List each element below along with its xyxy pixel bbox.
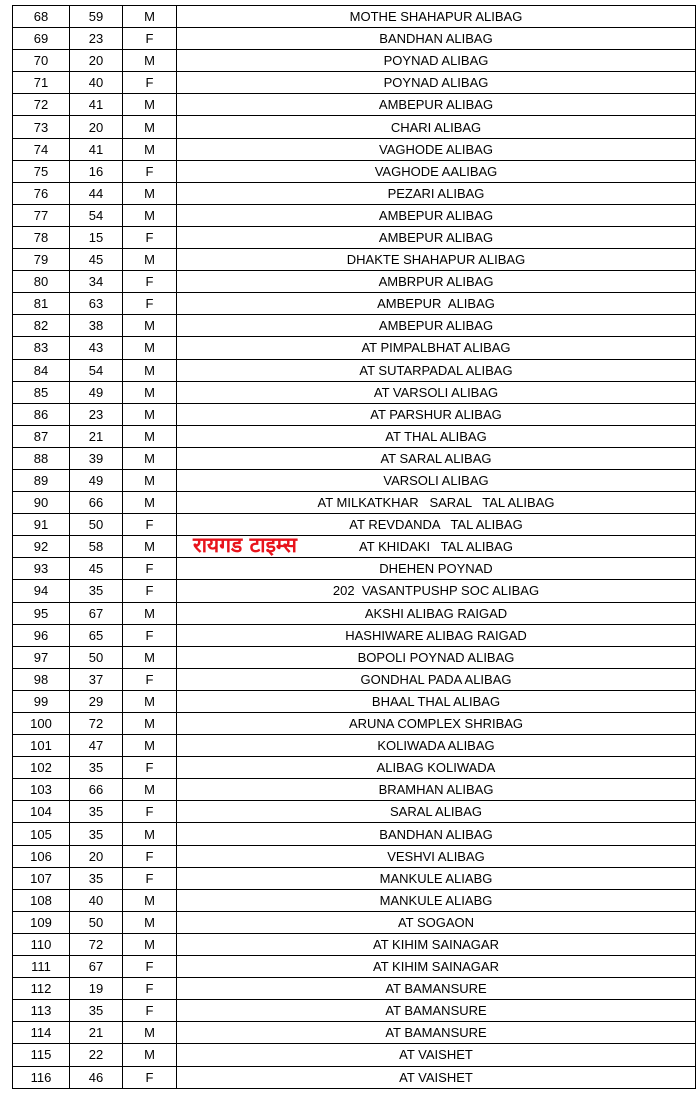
gender-cell: F <box>123 558 177 580</box>
age-cell: 20 <box>70 116 123 138</box>
address-cell: BOPOLI POYNAD ALIBAG <box>177 646 696 668</box>
table-row <box>13 845 696 867</box>
age-cell: 40 <box>70 72 123 94</box>
gender-cell: M <box>123 425 177 447</box>
age-cell: 49 <box>70 469 123 491</box>
gender-cell: F <box>123 845 177 867</box>
gender-cell: F <box>123 226 177 248</box>
address-cell: VAGHODE ALIBAG <box>177 138 696 160</box>
gender-cell: M <box>123 889 177 911</box>
serial-number-cell: 106 <box>13 845 70 867</box>
table-row <box>13 580 696 602</box>
gender-cell: M <box>123 911 177 933</box>
age-cell: 20 <box>70 845 123 867</box>
gender-cell: F <box>123 160 177 182</box>
serial-number-cell: 100 <box>13 713 70 735</box>
serial-number-cell: 92 <box>13 536 70 558</box>
table-row <box>13 50 696 72</box>
serial-number-cell: 75 <box>13 160 70 182</box>
address-cell: AT REVDANDA TAL ALIBAG <box>177 514 696 536</box>
age-cell: 67 <box>70 956 123 978</box>
table-row <box>13 956 696 978</box>
serial-number-cell: 85 <box>13 381 70 403</box>
table-row <box>13 668 696 690</box>
gender-cell: F <box>123 72 177 94</box>
serial-number-cell: 82 <box>13 315 70 337</box>
table-row <box>13 602 696 624</box>
age-cell: 54 <box>70 204 123 226</box>
table-row <box>13 160 696 182</box>
age-cell: 41 <box>70 138 123 160</box>
serial-number-cell: 87 <box>13 425 70 447</box>
serial-number-cell: 95 <box>13 602 70 624</box>
table-row <box>13 911 696 933</box>
age-cell: 67 <box>70 602 123 624</box>
address-cell: BRAMHAN ALIBAG <box>177 779 696 801</box>
gender-cell: F <box>123 867 177 889</box>
gender-cell: F <box>123 514 177 536</box>
serial-number-cell: 97 <box>13 646 70 668</box>
age-cell: 58 <box>70 536 123 558</box>
serial-number-cell: 112 <box>13 978 70 1000</box>
age-cell: 46 <box>70 1066 123 1088</box>
age-cell: 50 <box>70 514 123 536</box>
gender-cell: F <box>123 978 177 1000</box>
age-cell: 59 <box>70 6 123 28</box>
table-row <box>13 978 696 1000</box>
address-cell: HASHIWARE ALIBAG RAIGAD <box>177 624 696 646</box>
address-cell: AT KIHIM SAINAGAR <box>177 956 696 978</box>
table-row <box>13 558 696 580</box>
table-row <box>13 403 696 425</box>
gender-cell: F <box>123 580 177 602</box>
serial-number-cell: 109 <box>13 911 70 933</box>
age-cell: 66 <box>70 492 123 514</box>
age-cell: 44 <box>70 182 123 204</box>
table-row <box>13 801 696 823</box>
serial-number-cell: 105 <box>13 823 70 845</box>
serial-number-cell: 84 <box>13 359 70 381</box>
table-row <box>13 425 696 447</box>
age-cell: 72 <box>70 933 123 955</box>
serial-number-cell: 111 <box>13 956 70 978</box>
gender-cell: M <box>123 492 177 514</box>
age-cell: 20 <box>70 50 123 72</box>
table-row <box>13 138 696 160</box>
table-row <box>13 889 696 911</box>
table-row <box>13 867 696 889</box>
watermark-logo: रायगड टाइम्स <box>193 533 297 557</box>
serial-number-cell: 76 <box>13 182 70 204</box>
age-cell: 45 <box>70 558 123 580</box>
serial-number-cell: 73 <box>13 116 70 138</box>
age-cell: 40 <box>70 889 123 911</box>
serial-number-cell: 103 <box>13 779 70 801</box>
age-cell: 15 <box>70 226 123 248</box>
gender-cell: M <box>123 182 177 204</box>
table-row <box>13 359 696 381</box>
serial-number-cell: 83 <box>13 337 70 359</box>
table-row <box>13 447 696 469</box>
age-cell: 35 <box>70 1000 123 1022</box>
address-cell: POYNAD ALIBAG <box>177 50 696 72</box>
serial-number-cell: 93 <box>13 558 70 580</box>
age-cell: 49 <box>70 381 123 403</box>
address-cell: AMBRPUR ALIBAG <box>177 271 696 293</box>
age-cell: 22 <box>70 1044 123 1066</box>
table-row <box>13 757 696 779</box>
age-cell: 35 <box>70 867 123 889</box>
serial-number-cell: 90 <box>13 492 70 514</box>
gender-cell: M <box>123 204 177 226</box>
age-cell: 34 <box>70 271 123 293</box>
address-cell: AMBEPUR ALIBAG <box>177 226 696 248</box>
gender-cell: M <box>123 359 177 381</box>
table-row <box>13 1022 696 1044</box>
serial-number-cell: 68 <box>13 6 70 28</box>
age-cell: 39 <box>70 447 123 469</box>
age-cell: 43 <box>70 337 123 359</box>
table-row <box>13 226 696 248</box>
age-cell: 19 <box>70 978 123 1000</box>
address-cell: AT KHIDAKI TAL ALIBAG <box>177 536 696 558</box>
table-row <box>13 690 696 712</box>
table-row <box>13 933 696 955</box>
address-cell: AT PIMPALBHAT ALIBAG <box>177 337 696 359</box>
serial-number-cell: 94 <box>13 580 70 602</box>
serial-number-cell: 77 <box>13 204 70 226</box>
address-cell: AT MILKATKHAR SARAL TAL ALIBAG <box>177 492 696 514</box>
address-cell: MANKULE ALIABG <box>177 889 696 911</box>
gender-cell: M <box>123 1022 177 1044</box>
gender-cell: F <box>123 271 177 293</box>
address-cell: AT SOGAON <box>177 911 696 933</box>
serial-number-cell: 91 <box>13 514 70 536</box>
gender-cell: F <box>123 1066 177 1088</box>
table-row <box>13 271 696 293</box>
address-cell: BANDHAN ALIBAG <box>177 823 696 845</box>
serial-number-cell: 86 <box>13 403 70 425</box>
address-cell: AMBEPUR ALIBAG <box>177 94 696 116</box>
serial-number-cell: 101 <box>13 735 70 757</box>
age-cell: 21 <box>70 1022 123 1044</box>
table-row <box>13 1044 696 1066</box>
serial-number-cell: 79 <box>13 249 70 271</box>
gender-cell: M <box>123 6 177 28</box>
table-row <box>13 735 696 757</box>
gender-cell: F <box>123 624 177 646</box>
table-row <box>13 28 696 50</box>
serial-number-cell: 107 <box>13 867 70 889</box>
table-row <box>13 1000 696 1022</box>
address-cell: AT SARAL ALIBAG <box>177 447 696 469</box>
gender-cell: M <box>123 94 177 116</box>
gender-cell: M <box>123 447 177 469</box>
age-cell: 37 <box>70 668 123 690</box>
address-cell: VARSOLI ALIBAG <box>177 469 696 491</box>
gender-cell: F <box>123 757 177 779</box>
table-row <box>13 492 696 514</box>
address-cell: AMBEPUR ALIBAG <box>177 204 696 226</box>
serial-number-cell: 98 <box>13 668 70 690</box>
age-cell: 38 <box>70 315 123 337</box>
age-cell: 54 <box>70 359 123 381</box>
address-cell: AKSHI ALIBAG RAIGAD <box>177 602 696 624</box>
serial-number-cell: 81 <box>13 293 70 315</box>
gender-cell: M <box>123 779 177 801</box>
gender-cell: F <box>123 668 177 690</box>
age-cell: 66 <box>70 779 123 801</box>
gender-cell: M <box>123 823 177 845</box>
table-row <box>13 536 696 558</box>
serial-number-cell: 99 <box>13 690 70 712</box>
age-cell: 47 <box>70 735 123 757</box>
gender-cell: M <box>123 536 177 558</box>
age-cell: 50 <box>70 646 123 668</box>
address-cell: CHARI ALIBAG <box>177 116 696 138</box>
table-row <box>13 779 696 801</box>
table-row <box>13 204 696 226</box>
address-cell: AT KIHIM SAINAGAR <box>177 933 696 955</box>
address-cell: AT VARSOLI ALIBAG <box>177 381 696 403</box>
address-cell: SARAL ALIBAG <box>177 801 696 823</box>
table-row <box>13 337 696 359</box>
age-cell: 23 <box>70 28 123 50</box>
age-cell: 41 <box>70 94 123 116</box>
table-row <box>13 182 696 204</box>
address-cell: AT BAMANSURE <box>177 1022 696 1044</box>
serial-number-cell: 71 <box>13 72 70 94</box>
gender-cell: F <box>123 293 177 315</box>
gender-cell: F <box>123 801 177 823</box>
age-cell: 72 <box>70 713 123 735</box>
address-cell: DHEHEN POYNAD <box>177 558 696 580</box>
table-row <box>13 469 696 491</box>
address-cell: AT PARSHUR ALIBAG <box>177 403 696 425</box>
address-cell: ARUNA COMPLEX SHRIBAG <box>177 713 696 735</box>
gender-cell: M <box>123 381 177 403</box>
age-cell: 29 <box>70 690 123 712</box>
age-cell: 23 <box>70 403 123 425</box>
gender-cell: F <box>123 1000 177 1022</box>
address-cell: VESHVI ALIBAG <box>177 845 696 867</box>
serial-number-cell: 104 <box>13 801 70 823</box>
address-cell: MOTHE SHAHAPUR ALIBAG <box>177 6 696 28</box>
address-cell: PEZARI ALIBAG <box>177 182 696 204</box>
address-cell: AT SUTARPADAL ALIBAG <box>177 359 696 381</box>
gender-cell: M <box>123 735 177 757</box>
gender-cell: M <box>123 403 177 425</box>
address-cell: AT VAISHET <box>177 1066 696 1088</box>
serial-number-cell: 89 <box>13 469 70 491</box>
address-cell: GONDHAL PADA ALIBAG <box>177 668 696 690</box>
serial-number-cell: 115 <box>13 1044 70 1066</box>
gender-cell: M <box>123 602 177 624</box>
serial-number-cell: 74 <box>13 138 70 160</box>
address-cell: AT BAMANSURE <box>177 978 696 1000</box>
table-row <box>13 624 696 646</box>
age-cell: 35 <box>70 823 123 845</box>
address-cell: KOLIWADA ALIBAG <box>177 735 696 757</box>
gender-cell: F <box>123 956 177 978</box>
address-cell: POYNAD ALIBAG <box>177 72 696 94</box>
age-cell: 16 <box>70 160 123 182</box>
table-row <box>13 646 696 668</box>
address-cell: MANKULE ALIABG <box>177 867 696 889</box>
address-cell: AT VAISHET <box>177 1044 696 1066</box>
serial-number-cell: 102 <box>13 757 70 779</box>
age-cell: 35 <box>70 801 123 823</box>
table-row <box>13 381 696 403</box>
gender-cell: M <box>123 116 177 138</box>
address-cell: AMBEPUR ALIBAG <box>177 293 696 315</box>
gender-cell: M <box>123 315 177 337</box>
age-cell: 63 <box>70 293 123 315</box>
table-row <box>13 249 696 271</box>
table-row <box>13 6 696 28</box>
serial-number-cell: 80 <box>13 271 70 293</box>
gender-cell: M <box>123 50 177 72</box>
age-cell: 45 <box>70 249 123 271</box>
table-row <box>13 713 696 735</box>
gender-cell: M <box>123 713 177 735</box>
address-cell: ALIBAG KOLIWADA <box>177 757 696 779</box>
age-cell: 65 <box>70 624 123 646</box>
gender-cell: M <box>123 933 177 955</box>
table-row <box>13 293 696 315</box>
table-row <box>13 72 696 94</box>
address-cell: VAGHODE AALIBAG <box>177 160 696 182</box>
serial-number-cell: 114 <box>13 1022 70 1044</box>
table-row <box>13 823 696 845</box>
table-row <box>13 1066 696 1088</box>
gender-cell: F <box>123 28 177 50</box>
table-body <box>13 6 696 1089</box>
age-cell: 35 <box>70 757 123 779</box>
serial-number-cell: 69 <box>13 28 70 50</box>
age-cell: 50 <box>70 911 123 933</box>
gender-cell: M <box>123 337 177 359</box>
gender-cell: M <box>123 646 177 668</box>
serial-number-cell: 70 <box>13 50 70 72</box>
address-cell: DHAKTE SHAHAPUR ALIBAG <box>177 249 696 271</box>
gender-cell: M <box>123 1044 177 1066</box>
serial-number-cell: 88 <box>13 447 70 469</box>
serial-number-cell: 113 <box>13 1000 70 1022</box>
address-cell: 202 VASANTPUSHP SOC ALIBAG <box>177 580 696 602</box>
age-cell: 21 <box>70 425 123 447</box>
gender-cell: M <box>123 690 177 712</box>
address-cell: AT THAL ALIBAG <box>177 425 696 447</box>
serial-number-cell: 116 <box>13 1066 70 1088</box>
address-cell: AT BAMANSURE <box>177 1000 696 1022</box>
table-row <box>13 116 696 138</box>
table-row <box>13 315 696 337</box>
gender-cell: M <box>123 138 177 160</box>
address-cell: AMBEPUR ALIBAG <box>177 315 696 337</box>
address-cell: BHAAL THAL ALIBAG <box>177 690 696 712</box>
gender-cell: M <box>123 249 177 271</box>
age-cell: 35 <box>70 580 123 602</box>
table-row <box>13 514 696 536</box>
patient-table <box>12 5 696 1089</box>
serial-number-cell: 78 <box>13 226 70 248</box>
serial-number-cell: 96 <box>13 624 70 646</box>
gender-cell: M <box>123 469 177 491</box>
address-cell: BANDHAN ALIBAG <box>177 28 696 50</box>
serial-number-cell: 72 <box>13 94 70 116</box>
table-row <box>13 94 696 116</box>
serial-number-cell: 108 <box>13 889 70 911</box>
serial-number-cell: 110 <box>13 933 70 955</box>
